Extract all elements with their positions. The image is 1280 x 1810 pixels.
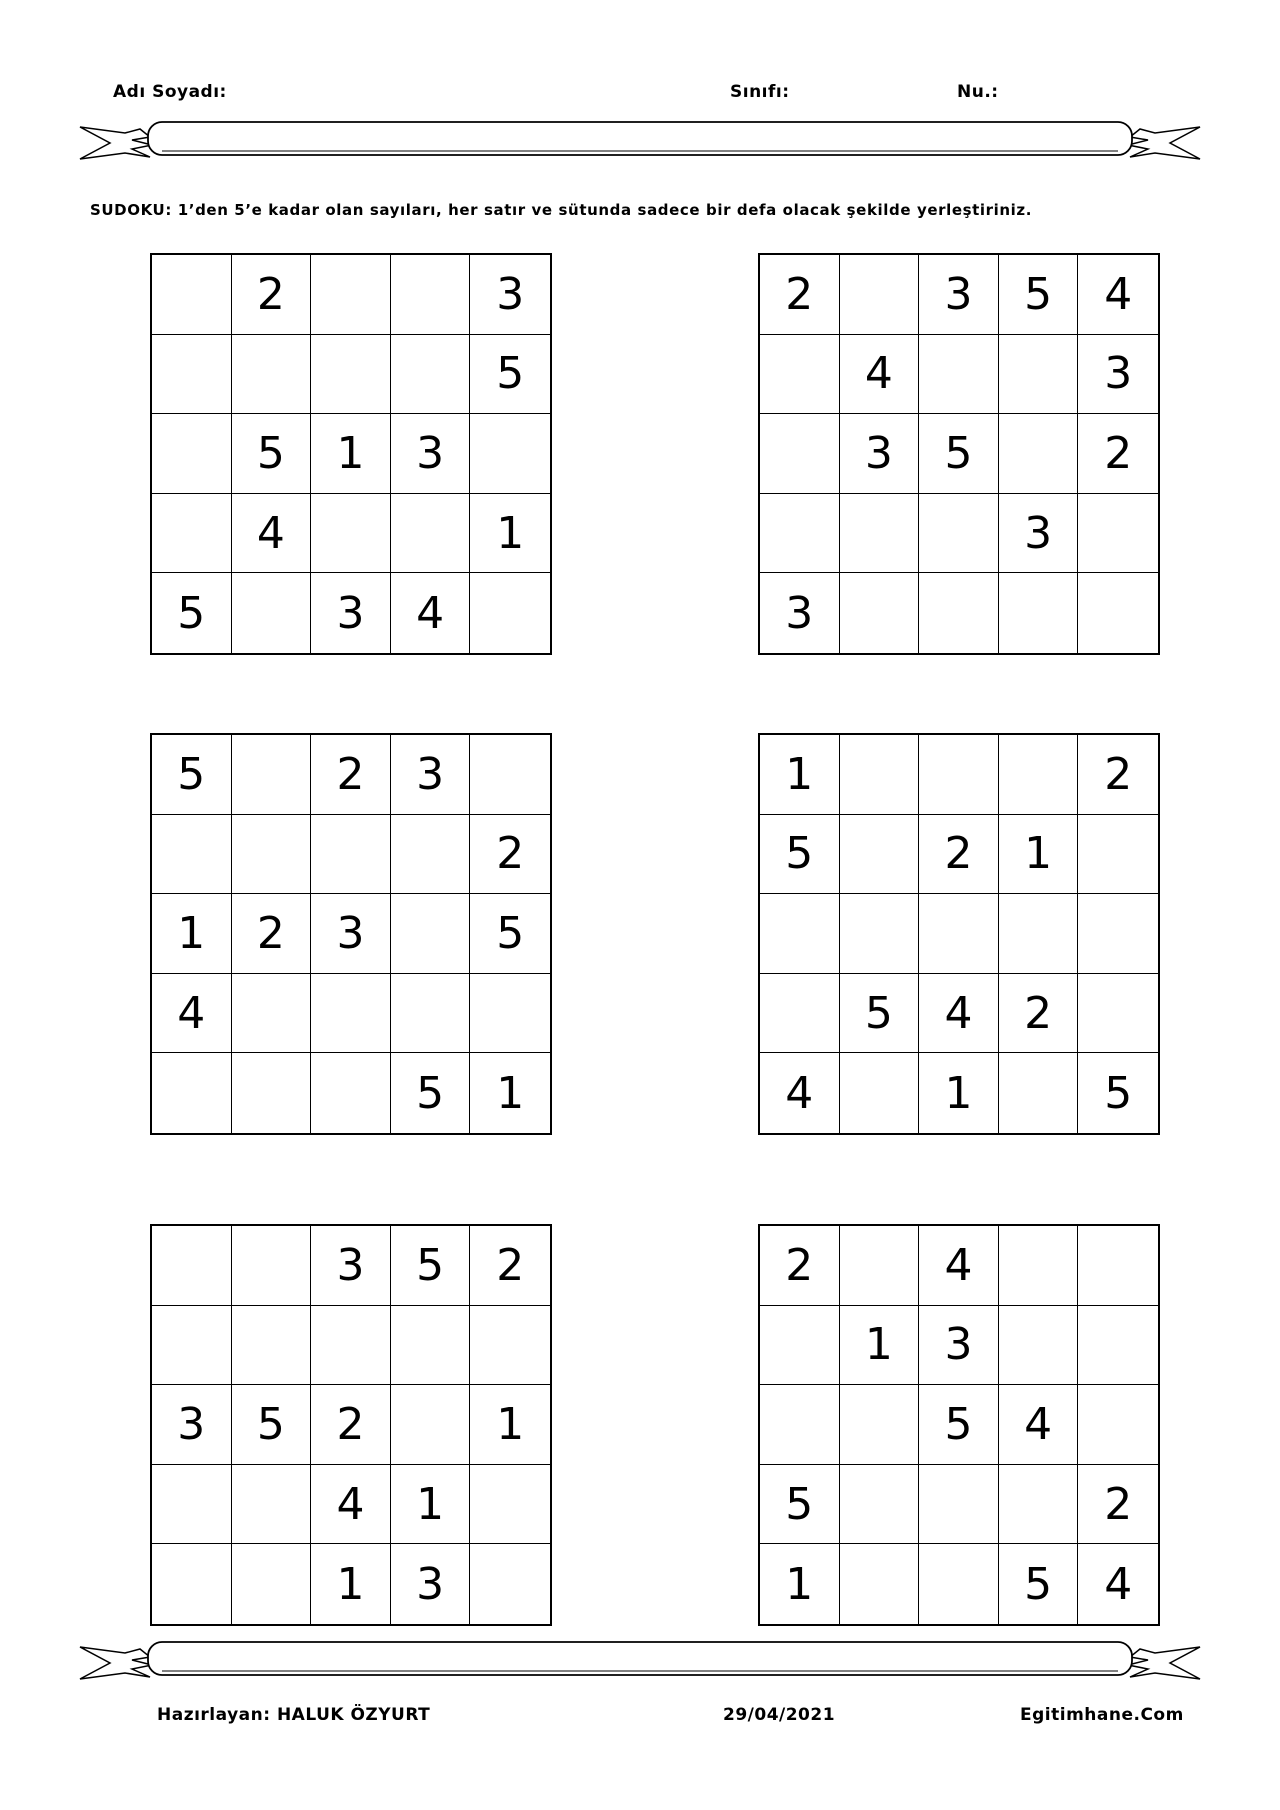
sudoku-cell (391, 974, 471, 1054)
sudoku-cell (152, 494, 232, 574)
sudoku-cell: 5 (840, 974, 920, 1054)
sudoku-cell: 3 (919, 1306, 999, 1386)
sudoku-cell (919, 573, 999, 653)
sudoku-cell (232, 735, 312, 815)
date-text: 29/04/2021 (723, 1705, 836, 1725)
sudoku-cell (152, 1226, 232, 1306)
sudoku-cell (391, 815, 471, 895)
sudoku-cell (999, 735, 1079, 815)
sudoku-cell (391, 494, 471, 574)
sudoku-cell (919, 735, 999, 815)
sudoku-cell: 1 (311, 414, 391, 494)
sudoku-cell (152, 1053, 232, 1133)
sudoku-cell (311, 815, 391, 895)
sudoku-cell (919, 1544, 999, 1624)
sudoku-cell (999, 573, 1079, 653)
sudoku-cell: 3 (391, 1544, 471, 1624)
sudoku-cell (840, 1544, 920, 1624)
sudoku-cell (840, 894, 920, 974)
sudoku-cell: 1 (470, 1385, 550, 1465)
sudoku-cell: 5 (232, 414, 312, 494)
sudoku-cell (999, 1306, 1079, 1386)
sudoku-cell (1078, 974, 1158, 1054)
sudoku-cell (999, 894, 1079, 974)
sudoku-cell: 3 (919, 255, 999, 335)
sudoku-cell (1078, 494, 1158, 574)
sudoku-cell: 5 (152, 735, 232, 815)
sudoku-cell (840, 1385, 920, 1465)
sudoku-cell (840, 255, 920, 335)
sudoku-cell: 4 (999, 1385, 1079, 1465)
sudoku-cell: 4 (840, 335, 920, 415)
sudoku-cell: 3 (311, 894, 391, 974)
sudoku-cell: 2 (232, 894, 312, 974)
sudoku-cell: 3 (152, 1385, 232, 1465)
sudoku-cell: 4 (760, 1053, 840, 1133)
sudoku-cell: 2 (1078, 1465, 1158, 1545)
sudoku-cell: 2 (999, 974, 1079, 1054)
sudoku-cell (999, 1053, 1079, 1133)
sudoku-cell (311, 1306, 391, 1386)
sudoku-cell: 5 (470, 894, 550, 974)
sudoku-cell: 2 (919, 815, 999, 895)
sudoku-cell (232, 974, 312, 1054)
sudoku-cell: 4 (1078, 255, 1158, 335)
sudoku-cell: 1 (840, 1306, 920, 1386)
sudoku-cell: 3 (391, 414, 471, 494)
name-label: Adı Soyadı: (113, 82, 227, 102)
sudoku-cell (840, 573, 920, 653)
sudoku-cell: 4 (232, 494, 312, 574)
sudoku-cell: 5 (919, 414, 999, 494)
sudoku-cell (470, 974, 550, 1054)
sudoku-cell: 2 (470, 815, 550, 895)
sudoku-cell: 5 (760, 815, 840, 895)
number-label: Nu.: (957, 82, 999, 102)
sudoku-cell (232, 335, 312, 415)
sudoku-cell (232, 815, 312, 895)
sudoku-cell (311, 255, 391, 335)
sudoku-cell (391, 1306, 471, 1386)
sudoku-grid-1 (150, 253, 552, 655)
sudoku-cell (919, 335, 999, 415)
sudoku-cell: 3 (999, 494, 1079, 574)
sudoku-cell: 5 (232, 1385, 312, 1465)
instructions-text: SUDOKU: 1’den 5’e kadar olan sayıları, her satır ve sütunda sadece bir defa olacak şekilde yerleştiriniz. (90, 201, 1033, 219)
sudoku-grid-6 (758, 1224, 1160, 1626)
sudoku-cell (840, 815, 920, 895)
sudoku-cell (760, 1306, 840, 1386)
sudoku-cell (760, 335, 840, 415)
website-text: Egitimhane.Com (1020, 1705, 1184, 1725)
sudoku-cell (1078, 1385, 1158, 1465)
sudoku-cell (232, 1306, 312, 1386)
sudoku-cell (760, 974, 840, 1054)
sudoku-cell (760, 494, 840, 574)
sudoku-cell: 3 (1078, 335, 1158, 415)
sudoku-cell (470, 1465, 550, 1545)
sudoku-cell: 5 (999, 255, 1079, 335)
sudoku-cell (1078, 815, 1158, 895)
sudoku-cell: 3 (311, 1226, 391, 1306)
sudoku-cell: 2 (311, 1385, 391, 1465)
sudoku-cell: 2 (311, 735, 391, 815)
sudoku-cell (391, 335, 471, 415)
sudoku-cell: 5 (1104, 1067, 1133, 1119)
sudoku-cell (760, 894, 840, 974)
sudoku-cell: 4 (391, 573, 471, 653)
sudoku-cell (840, 735, 920, 815)
sudoku-cell: 4 (919, 1226, 999, 1306)
sudoku-cell: 5 (391, 1226, 471, 1306)
sudoku-cell: 1 (919, 1053, 999, 1133)
sudoku-cell: 4 (1104, 1558, 1133, 1610)
sudoku-cell (919, 1465, 999, 1545)
sudoku-cell (152, 255, 232, 335)
sudoku-cell (470, 1306, 550, 1386)
top-scroll-banner (70, 115, 1210, 165)
sudoku-cell (391, 894, 471, 974)
sudoku-cell: 2 (1078, 735, 1158, 815)
sudoku-cell (1078, 573, 1158, 653)
prepared-by-text: Hazırlayan: HALUK ÖZYURT (157, 1705, 431, 1725)
sudoku-cell (470, 414, 550, 494)
sudoku-cell: 2 (1078, 414, 1158, 494)
sudoku-cell (152, 414, 232, 494)
sudoku-cell (999, 1226, 1079, 1306)
sudoku-cell (840, 494, 920, 574)
sudoku-cell (919, 494, 999, 574)
sudoku-cell: 2 (232, 255, 312, 335)
sudoku-cell (760, 1385, 840, 1465)
sudoku-cell (311, 494, 391, 574)
sudoku-cell (391, 255, 471, 335)
sudoku-cell (152, 815, 232, 895)
sudoku-cell (152, 1465, 232, 1545)
sudoku-cell (999, 335, 1079, 415)
sudoku-cell: 5 (919, 1385, 999, 1465)
sudoku-cell: 3 (311, 573, 391, 653)
sudoku-cell: 1 (152, 894, 232, 974)
sudoku-cell: 1 (760, 1544, 840, 1624)
sudoku-grid-4 (758, 733, 1160, 1135)
sudoku-cell: 2 (760, 255, 840, 335)
sudoku-cell: 5 (391, 1053, 471, 1133)
sudoku-cell (152, 1306, 232, 1386)
sudoku-grid-3 (150, 733, 552, 1135)
sudoku-cell (152, 1544, 232, 1624)
sudoku-cell: 5 (470, 335, 550, 415)
sudoku-cell (919, 894, 999, 974)
bottom-scroll-banner (70, 1635, 1210, 1685)
sudoku-cell (232, 1544, 312, 1624)
sudoku-cell: 1 (311, 1544, 391, 1624)
sudoku-grid-2 (758, 253, 1160, 655)
sudoku-cell (999, 414, 1079, 494)
sudoku-cell: 3 (391, 735, 471, 815)
sudoku-cell (391, 1385, 471, 1465)
sudoku-cell: 4 (311, 1465, 391, 1545)
sudoku-cell: 1 (391, 1465, 471, 1545)
sudoku-cell: 1 (496, 1067, 525, 1119)
sudoku-cell (152, 335, 232, 415)
sudoku-cell (1078, 1306, 1158, 1386)
sudoku-cell (311, 335, 391, 415)
sudoku-cell: 2 (760, 1226, 840, 1306)
sudoku-cell (232, 573, 312, 653)
sudoku-cell: 3 (470, 255, 550, 335)
sudoku-cell: 5 (999, 1544, 1079, 1624)
sudoku-cell (470, 735, 550, 815)
sudoku-cell (999, 1465, 1079, 1545)
sudoku-cell (470, 573, 550, 653)
sudoku-cell: 3 (840, 414, 920, 494)
sudoku-cell: 5 (152, 573, 232, 653)
sudoku-cell (1078, 894, 1158, 974)
sudoku-cell (311, 974, 391, 1054)
sudoku-cell (232, 1053, 312, 1133)
class-label: Sınıfı: (730, 82, 790, 102)
sudoku-cell (232, 1226, 312, 1306)
sudoku-cell: 5 (760, 1465, 840, 1545)
sudoku-cell: 3 (760, 573, 840, 653)
sudoku-cell: 1 (760, 735, 840, 815)
sudoku-cell (232, 1465, 312, 1545)
sudoku-cell: 1 (999, 815, 1079, 895)
sudoku-cell (311, 1053, 391, 1133)
sudoku-cell: 4 (152, 974, 232, 1054)
sudoku-cell: 2 (470, 1226, 550, 1306)
sudoku-cell: 1 (470, 494, 550, 574)
sudoku-cell (1078, 1226, 1158, 1306)
sudoku-cell (840, 1053, 920, 1133)
sudoku-cell (840, 1465, 920, 1545)
sudoku-cell (840, 1226, 920, 1306)
sudoku-cell: 4 (919, 974, 999, 1054)
sudoku-cell (470, 1544, 550, 1624)
sudoku-cell (760, 414, 840, 494)
sudoku-grid-5 (150, 1224, 552, 1626)
